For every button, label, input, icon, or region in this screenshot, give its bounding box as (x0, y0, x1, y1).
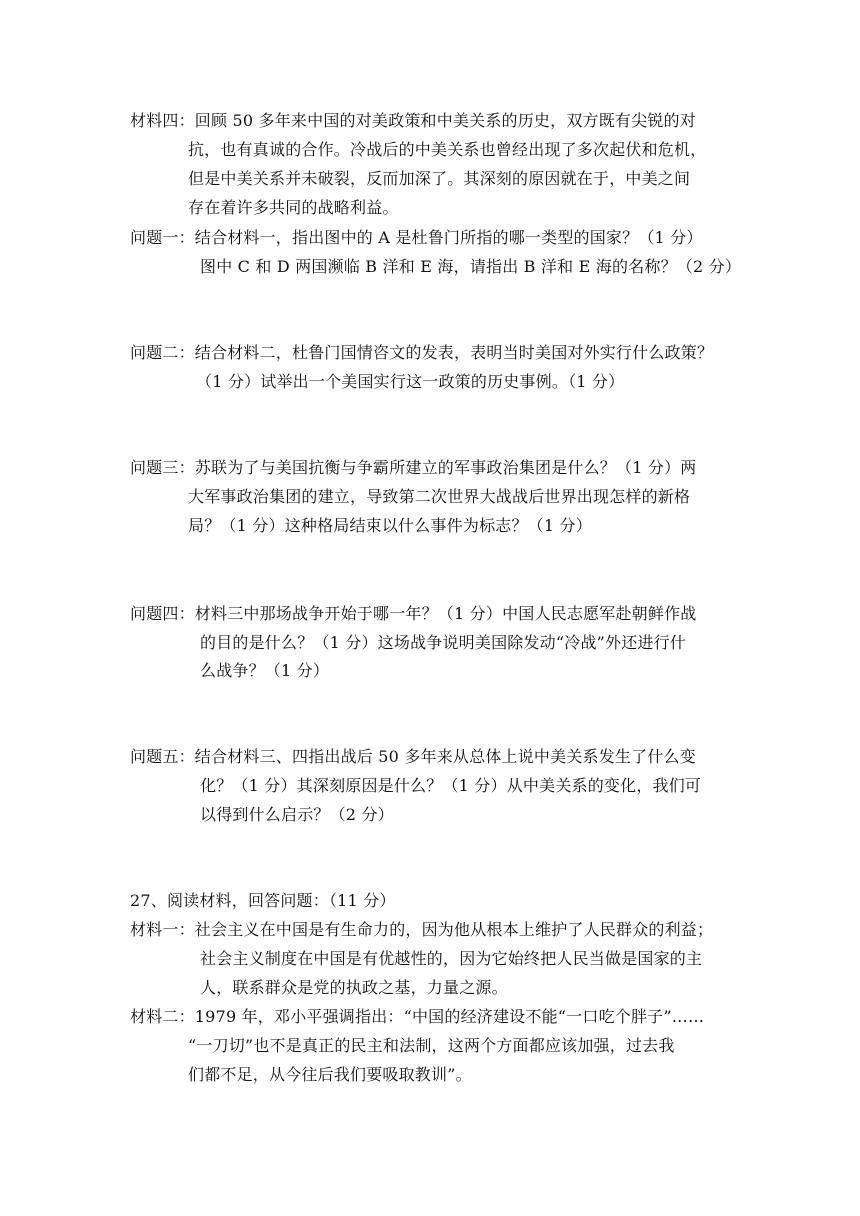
material-4-line-4: 存在着许多共同的战略利益。 (188, 198, 399, 217)
question-4-line-3: 么战争？（1 分） (200, 661, 330, 680)
question-2-line-1: 问题二：结合材料二，杜鲁门国情咨文的发表，表明当时美国对外实行什么政策？ (130, 343, 714, 362)
question-27-heading: 27、阅读材料，回答问题：（11 分） (130, 891, 396, 910)
material-4-line-1: 材料四：回顾 50 多年来中国的对美政策和中美关系的历史，双方既有尖锐的对 (130, 111, 696, 130)
material-4-line-2: 抗，也有真诚的合作。冷战后的中美关系也曾经出现了多次起伏和危机， (188, 140, 707, 159)
q27-material-1-line-2: 社会主义制度在中国是有优越性的，因为它始终把人民当做是国家的主 (200, 949, 703, 968)
material-4-line-3: 但是中美关系并未破裂，反而加深了。其深刻的原因就在于，中美之间 (188, 169, 691, 188)
question-3-line-2: 大军事政治集团的建立，导致第二次世界大战战后世界出现怎样的新格 (188, 487, 691, 506)
question-2-line-2: （1 分）试举出一个美国实行这一政策的历史事例。（1 分） (196, 372, 625, 391)
question-4-line-2: 的目的是什么？（1 分）这场战争说明美国除发动“冷战”外还进行什 (200, 633, 687, 652)
q27-material-1-line-3: 人，联系群众是党的执政之基，力量之源。 (200, 978, 508, 997)
question-3-line-1: 问题三：苏联为了与美国抗衡与争霸所建立的军事政治集团是什么？（1 分）两 (130, 458, 697, 477)
q27-material-2-line-3: 们都不足，从今往后我们要吸取教训”。 (188, 1065, 472, 1084)
question-5-line-1: 问题五：结合材料三、四指出战后 50 多年来从总体上说中美关系发生了什么变 (130, 747, 696, 766)
q27-material-1-line-1: 材料一：社会主义在中国是有生命力的，因为他从根本上维护了人民群众的利益； (130, 920, 714, 939)
question-5-line-3: 以得到什么启示？（2 分） (200, 805, 394, 824)
q27-material-2-line-1: 材料二：1979 年，邓小平强调指出：“中国的经济建设不能“一口吃个胖子”…… (130, 1007, 705, 1026)
question-5-line-2: 化？（1 分）其深刻原因是什么？（1 分）从中美关系的变化，我们可 (200, 776, 702, 795)
q27-material-2-line-2: “一刀切”也不是真正的民主和法制，这两个方面都应该加强，过去我 (188, 1036, 675, 1055)
question-3-line-3: 局？（1 分）这种格局结束以什么事件为标志？（1 分） (188, 516, 592, 535)
question-1-line-1: 问题一：结合材料一，指出图中的 A 是杜鲁门所指的哪一类型的国家？（1 分） (130, 228, 703, 247)
question-1-line-2: 图中 C 和 D 两国濒临 B 洋和 E 海，请指出 B 洋和 E 海的名称？（2 分） (200, 257, 742, 276)
question-4-line-1: 问题四：材料三中那场战争开始于哪一年？（1 分）中国人民志愿军赴朝鲜作战 (130, 604, 697, 623)
